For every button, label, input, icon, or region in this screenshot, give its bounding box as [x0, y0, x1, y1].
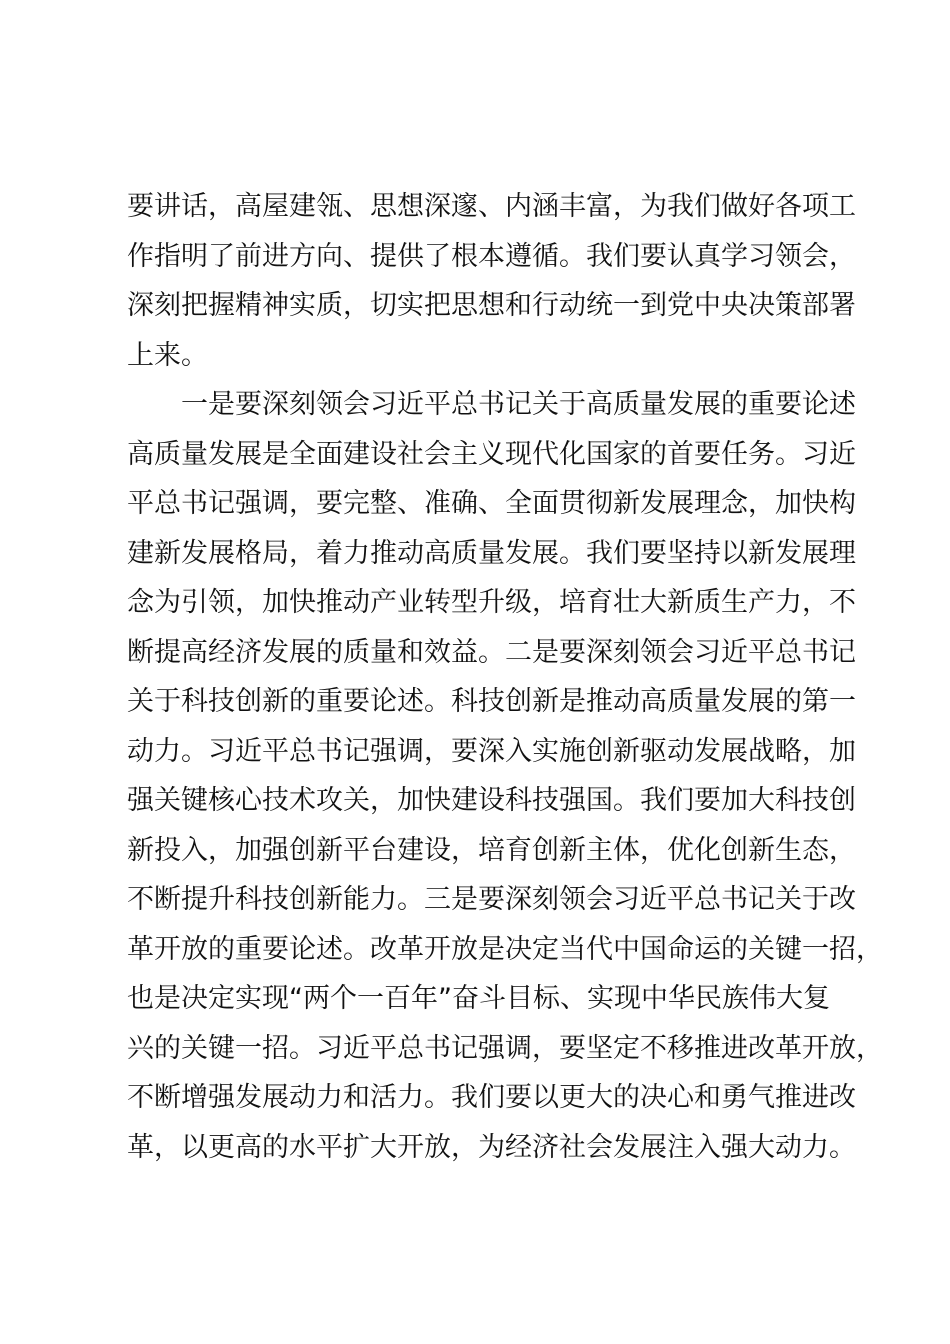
text-line: 一是要深刻领会习近平总书记关于高质量发展的重要论述 [127, 389, 856, 420]
text-line: 不断增强发展动力和活力。我们要以更大的决心和勇气推进改 [127, 1082, 856, 1113]
text-line: 革，以更高的水平扩大开放，为经济社会发展注入强大动力。 [127, 1131, 856, 1163]
text-line: 革开放的重要论述。改革开放是决定当代中国命运的关键一招， [127, 933, 883, 965]
text-line: 关于科技创新的重要论述。科技创新是推动高质量发展的第一 [127, 686, 856, 717]
text-line: 强关键核心技术攻关，加快建设科技强国。我们要加大科技创 [127, 785, 856, 816]
text-line: 平总书记强调，要完整、准确、全面贯彻新发展理念，加快构 [127, 488, 856, 519]
text-line: 念为引领，加快推动产业转型升级，培育壮大新质生产力，不 [127, 587, 856, 618]
text-line: 建新发展格局，着力推动高质量发展。我们要坚持以新发展理 [127, 537, 856, 569]
text-line: 新投入，加强创新平台建设，培育创新主体，优化创新生态， [127, 834, 856, 866]
text-line: 兴的关键一招。习近平总书记强调，要坚定不移推进改革开放， [127, 1032, 883, 1064]
text-line: 断提高经济发展的质量和效益。二是要深刻领会习近平总书记 [127, 636, 856, 668]
text-line: 不断提升科技创新能力。三是要深刻领会习近平总书记关于改 [127, 884, 856, 915]
text-line: 作指明了前进方向、提供了根本遵循。我们要认真学习领会， [127, 240, 856, 272]
text-line: 动力。习近平总书记强调，要深入实施创新驱动发展战略，加 [127, 735, 856, 767]
body-text [127, 182, 883, 1172]
text-line: 上来。 [127, 339, 208, 371]
text-line: 要讲话，高屋建瓴、思想深邃、内涵丰富，为我们做好各项工 [127, 191, 856, 222]
text-line: 深刻把握精神实质，切实把思想和行动统一到党中央决策部署 [127, 290, 856, 321]
text-line: 高质量发展是全面建设社会主义现代化国家的首要任务。习近 [127, 438, 856, 470]
text-line: 也是决定实现“两个一百年”奋斗目标、实现中华民族伟大复 [127, 983, 830, 1014]
